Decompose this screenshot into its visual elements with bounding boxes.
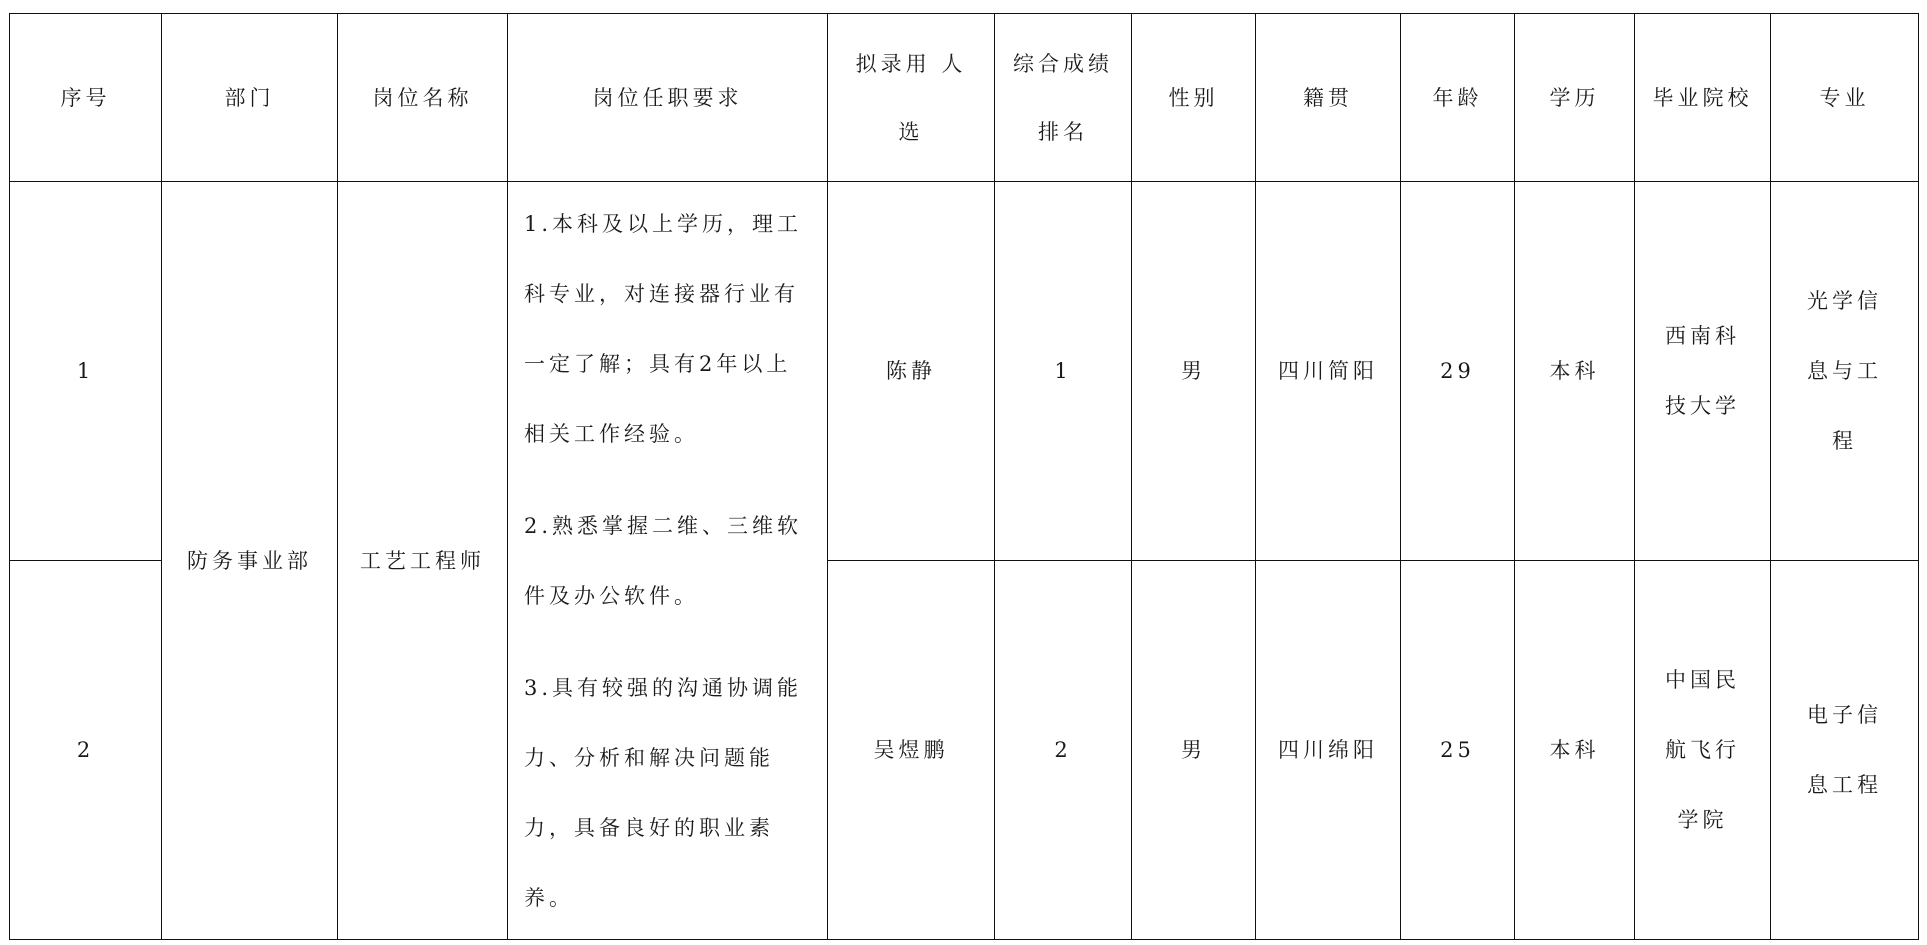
- cell-age: 29: [1401, 182, 1515, 561]
- header-major: 专业: [1771, 14, 1919, 182]
- cell-rank: 1: [995, 182, 1132, 561]
- cell-dept: 防务事业部: [162, 182, 338, 940]
- header-origin: 籍贯: [1256, 14, 1401, 182]
- cell-education: 本科: [1515, 182, 1635, 561]
- header-gender: 性别: [1132, 14, 1256, 182]
- cell-position: 工艺工程师: [338, 182, 508, 940]
- header-requirements: 岗位任职要求: [508, 14, 828, 182]
- requirement-item: 2.熟悉掌握二维、三维软件及办公软件。: [524, 513, 803, 608]
- header-school: 毕业院校: [1635, 14, 1771, 182]
- header-row: [10, 14, 1919, 182]
- header-seq: 序号: [10, 14, 162, 182]
- cell-candidate: 吴煜鹏: [828, 561, 995, 940]
- cell-candidate: 陈静: [828, 182, 995, 561]
- cell-seq: 1: [10, 182, 162, 561]
- cell-origin: 四川绵阳: [1256, 561, 1401, 940]
- cell-major: 电子信息工程: [1771, 561, 1919, 940]
- cell-major: 光学信息与工程: [1771, 182, 1919, 561]
- cell-education: 本科: [1515, 561, 1635, 940]
- header-age: 年龄: [1401, 14, 1515, 182]
- cell-gender: 男: [1132, 561, 1256, 940]
- requirement-item: 3.具有较强的沟通协调能力、分析和解决问题能力，具备良好的职业素养。: [524, 675, 803, 910]
- cell-requirements: [508, 182, 828, 940]
- cell-rank: 2: [995, 561, 1132, 940]
- requirement-item: 1.本科及以上学历，理工科专业，对连接器行业有一定了解；具有2年以上相关工作经验。: [524, 211, 803, 446]
- table-row: [10, 182, 1919, 561]
- header-rank: 综合成绩排名: [995, 14, 1132, 182]
- cell-seq: 2: [10, 561, 162, 940]
- header-education: 学历: [1515, 14, 1635, 182]
- candidate-table: [9, 13, 1919, 940]
- header-candidate: 拟录用 人选: [828, 14, 995, 182]
- header-dept: 部门: [162, 14, 338, 182]
- header-position: 岗位名称: [338, 14, 508, 182]
- cell-gender: 男: [1132, 182, 1256, 561]
- cell-origin: 四川简阳: [1256, 182, 1401, 561]
- cell-school: 中国民航飞行学院: [1635, 561, 1771, 940]
- cell-age: 25: [1401, 561, 1515, 940]
- cell-school: 西南科技大学: [1635, 182, 1771, 561]
